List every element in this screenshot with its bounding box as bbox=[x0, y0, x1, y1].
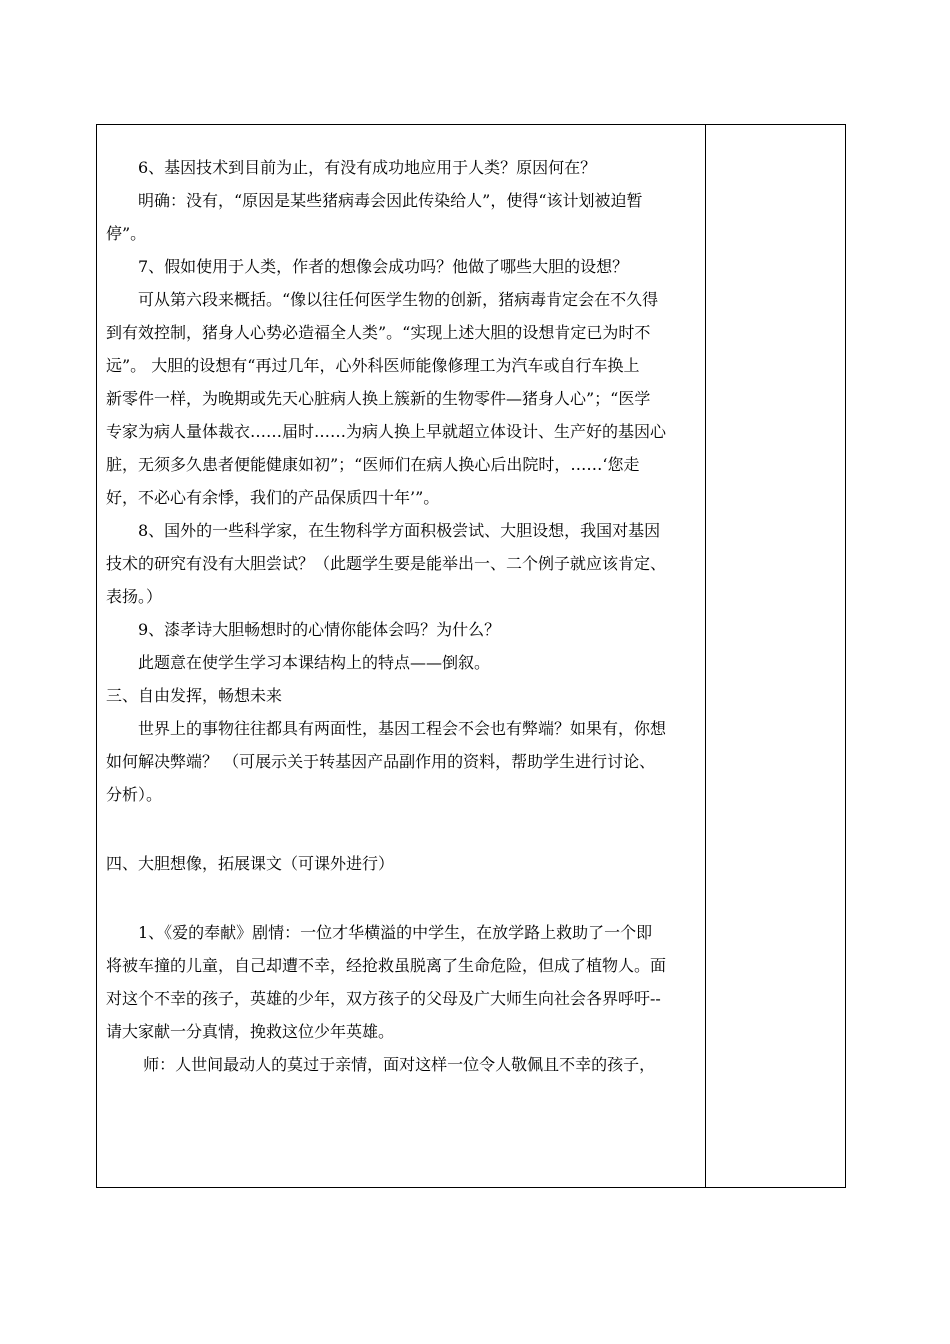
section-4-heading: 四、大胆想像，拓展课文（可课外进行） bbox=[106, 854, 395, 873]
answer-7-line-5: 专家为病人量体裁衣……届时……为病人换上早就超立体设计、生产好的基因心 bbox=[106, 422, 667, 441]
answer-7-line-1: 可从第六段来概括。“像以往任何医学生物的创新，猪病毒肯定会在不久得 bbox=[106, 290, 659, 309]
section-3-line-3: 分析）。 bbox=[106, 785, 163, 804]
teacher-line: 师：人世间最动人的莫过于亲情，面对这样一位令人敬佩且不幸的孩子， bbox=[106, 1055, 656, 1074]
answer-7-line-7: 好，不必心有余悸，我们的产品保质四十年’”。 bbox=[106, 488, 440, 507]
section-3-line-1: 世界上的事物往往都具有两面性，基因工程会不会也有弊端？如果有，你想 bbox=[106, 719, 667, 738]
answer-6-line-1: 明确：没有，“原因是某些猪病毒会因此传染给人”，使得“该计划被迫暂 bbox=[106, 191, 643, 210]
answer-9: 此题意在使学生学习本课结构上的特点——倒叙。 bbox=[106, 653, 491, 672]
item-1-line-1: 1、《爱的奉献》剧情：一位才华横溢的中学生，在放学路上救助了一个即 bbox=[106, 923, 653, 942]
question-7: 7、假如使用于人类，作者的想像会成功吗？他做了哪些大胆的设想？ bbox=[106, 257, 629, 276]
item-1-line-3: 对这个不幸的孩子，英雄的少年，双方孩子的父母及广大师生向社会各界呼吁-- bbox=[106, 989, 661, 1008]
answer-7-line-6: 脏，无须多久患者便能健康如初”；“医师们在病人换心后出院时，……‘您走 bbox=[106, 455, 640, 474]
item-1-line-4: 请大家献一分真情，挽救这位少年英雄。 bbox=[106, 1022, 395, 1041]
answer-7-line-4: 新零件一样，为晚期或先天心脏病人换上簇新的生物零件—猪身人心”；“医学 bbox=[106, 389, 651, 408]
section-3-line-2: 如何解决弊端？ （可展示关于转基因产品副作用的资料，帮助学生进行讨论、 bbox=[106, 752, 656, 771]
item-1-line-2: 将被车撞的儿童，自己却遭不幸，经抢救虽脱离了生命危险，但成了植物人。面 bbox=[106, 956, 667, 975]
answer-7-line-2: 到有效控制，猪身人心势必造福全人类”。“实现上述大胆的设想肯定已为时不 bbox=[106, 323, 651, 342]
lesson-content bbox=[106, 124, 698, 1081]
table-column-divider bbox=[705, 124, 706, 1188]
question-8-line-3: 表扬。） bbox=[106, 587, 163, 606]
question-6: 6、基因技术到目前为止，有没有成功地应用于人类？原因何在？ bbox=[106, 158, 597, 177]
answer-6-line-2: 停”。 bbox=[106, 224, 147, 243]
question-9: 9、漆孝诗大胆畅想时的心情你能体会吗？为什么？ bbox=[106, 620, 501, 639]
question-8-line-2: 技术的研究有没有大胆尝试？（此题学生要是能举出一、二个例子就应该肯定、 bbox=[106, 554, 667, 573]
question-8-line-1: 8、国外的一些科学家，在生物科学方面积极尝试、大胆设想，我国对基因 bbox=[106, 521, 661, 540]
section-3-heading: 三、自由发挥，畅想未来 bbox=[106, 686, 283, 705]
answer-7-line-3: 远”。 大胆的设想有“再过几年，心外科医师能像修理工为汽车或自行车换上 bbox=[106, 356, 640, 375]
